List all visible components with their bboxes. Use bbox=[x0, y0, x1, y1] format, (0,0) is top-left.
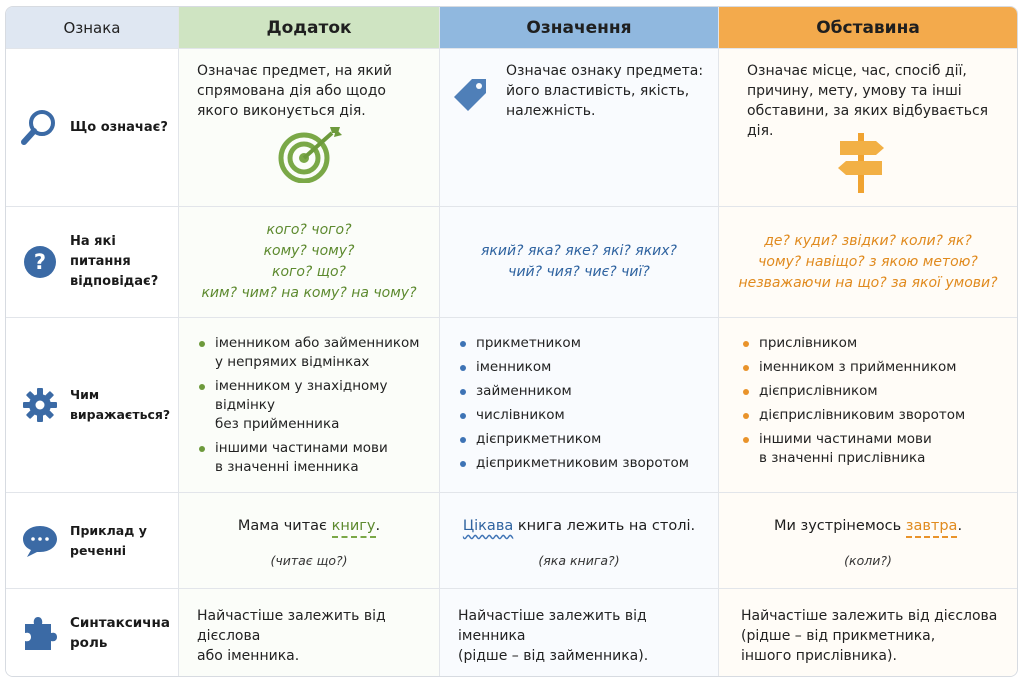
question-line: кого? чого? bbox=[266, 222, 352, 238]
row-role-label bbox=[70, 613, 170, 653]
dodatok-questions bbox=[179, 207, 440, 318]
row-meaning-label: Що означає? bbox=[70, 119, 168, 135]
chat-bubble-icon bbox=[20, 521, 60, 561]
oznachennia-role bbox=[440, 589, 719, 676]
question-line: чий? чия? чиє? чиї? bbox=[508, 264, 650, 280]
comparison-table bbox=[5, 6, 1018, 677]
target-arrow-icon bbox=[278, 125, 344, 187]
sentence-text: . bbox=[375, 518, 381, 534]
example-sentence bbox=[440, 518, 718, 534]
bullet-dot bbox=[460, 365, 466, 371]
oznachennia-example bbox=[440, 493, 719, 589]
list-item-line: іменником або займенником bbox=[215, 335, 420, 351]
list-item-line: в значенні іменника bbox=[215, 459, 359, 475]
dodatok-expressed-list bbox=[197, 334, 431, 482]
row-example-head bbox=[6, 493, 179, 589]
obstavyna-questions bbox=[719, 207, 1017, 318]
dodatok-example bbox=[179, 493, 440, 589]
row-example-label: Приклад у реченні bbox=[70, 522, 147, 558]
obstavyna-example bbox=[719, 493, 1017, 589]
dodatok-expressed bbox=[179, 318, 440, 493]
list-item bbox=[458, 406, 710, 425]
question-circle-icon bbox=[20, 242, 60, 282]
obstavyna-meaning bbox=[719, 49, 1017, 207]
list-item bbox=[741, 382, 1009, 401]
header-oznachennia-label: Означення bbox=[526, 17, 632, 38]
role-line: Найчастіше залежить від дієслова bbox=[741, 608, 998, 624]
list-item bbox=[458, 430, 710, 449]
list-item-line: у непрямих відмінках bbox=[215, 354, 370, 370]
list-item-line: іншими частинами мови bbox=[759, 431, 932, 447]
bullet-dot bbox=[743, 437, 749, 443]
bullet-dot bbox=[743, 341, 749, 347]
list-item bbox=[458, 454, 710, 473]
list-item bbox=[458, 334, 710, 353]
list-item bbox=[741, 334, 1009, 353]
list-item-line: іншими частинами мови bbox=[215, 440, 388, 456]
highlighted-word: Цікава bbox=[462, 518, 514, 534]
header-obstavyna-label: Обставина bbox=[816, 17, 920, 38]
row-questions-head bbox=[6, 207, 179, 318]
list-item-line: без прийменника bbox=[215, 416, 340, 432]
list-item-line: прикметником bbox=[476, 335, 581, 351]
oznachennia-questions bbox=[440, 207, 719, 318]
highlighted-word: книгу bbox=[332, 518, 376, 538]
list-item-line: дієприслівниковим зворотом bbox=[759, 407, 966, 423]
question-line: кого? що? bbox=[271, 264, 346, 280]
bullet-dot bbox=[199, 341, 205, 347]
sentence-text: Мама читає bbox=[237, 518, 332, 534]
example-question: (яка книга?) bbox=[538, 553, 620, 568]
role-line: (рідше – від прикметника, bbox=[741, 628, 936, 644]
bullet-dot bbox=[743, 413, 749, 419]
list-item bbox=[197, 439, 431, 477]
header-dodatok bbox=[179, 7, 440, 49]
oznachennia-expressed-list bbox=[458, 334, 710, 478]
magnifier-icon bbox=[20, 108, 60, 148]
highlighted-word: завтра bbox=[906, 518, 958, 538]
list-item-line: іменником з прийменником bbox=[759, 359, 957, 375]
gear-icon bbox=[20, 385, 60, 425]
bullet-dot bbox=[743, 365, 749, 371]
oznachennia-meaning-text: Означає ознаку предмета: його властивість, якість, належність. bbox=[506, 63, 704, 119]
role-line: іншого прислівника). bbox=[741, 648, 897, 664]
question-line: ким? чим? на кому? на чому? bbox=[201, 285, 417, 301]
list-item bbox=[741, 358, 1009, 377]
list-item bbox=[741, 406, 1009, 425]
question-line: кому? чому? bbox=[263, 243, 355, 259]
example-question: (читає що?) bbox=[270, 553, 348, 568]
role-text bbox=[741, 606, 1007, 666]
list-item-line: в значенні прислівника bbox=[759, 450, 926, 466]
row-questions-label: На які питання відповідає? bbox=[70, 234, 159, 289]
row-expressed-head bbox=[6, 318, 179, 493]
signpost-icon bbox=[836, 131, 886, 197]
dodatok-questions-list bbox=[179, 207, 439, 317]
oznachennia-questions-list bbox=[440, 207, 718, 317]
list-item-line: числівником bbox=[476, 407, 565, 423]
role-line: (рідше – від займенника). bbox=[458, 648, 649, 664]
list-item-line: дієприкметником bbox=[476, 431, 602, 447]
header-feature bbox=[6, 7, 179, 49]
question-line: який? яка? яке? які? яких? bbox=[480, 243, 677, 259]
row-role-label-line: роль bbox=[70, 634, 108, 651]
bullet-dot bbox=[460, 437, 466, 443]
list-item-line: іменником у знахідному відмінку bbox=[215, 378, 388, 413]
sentence-text: Ми зустрінемось bbox=[773, 518, 906, 534]
list-item bbox=[458, 382, 710, 401]
obstavyna-role bbox=[719, 589, 1017, 676]
list-item-line: займенником bbox=[476, 383, 572, 399]
role-text bbox=[458, 606, 708, 666]
row-expressed-label: Чим виражається? bbox=[70, 387, 171, 422]
sentence-text: книга лежить на столі. bbox=[513, 518, 696, 534]
role-line: Найчастіше залежить від дієслова bbox=[197, 608, 386, 644]
list-item bbox=[741, 430, 1009, 468]
obstavyna-meaning-text: Означає місце, час, спосіб дії, причину, мету, умову та інші обставини, за яких відбувається дія. bbox=[747, 63, 989, 139]
role-text bbox=[197, 606, 429, 666]
dodatok-meaning bbox=[179, 49, 440, 207]
bullet-dot bbox=[460, 461, 466, 467]
header-dodatok-label: Додаток bbox=[266, 17, 352, 38]
list-item-line: дієприслівником bbox=[759, 383, 878, 399]
bullet-dot bbox=[460, 389, 466, 395]
dodatok-role bbox=[179, 589, 440, 676]
bullet-dot bbox=[199, 384, 205, 390]
header-oznachennia bbox=[440, 7, 719, 49]
svg-text:?: ? bbox=[33, 250, 47, 274]
list-item bbox=[197, 377, 431, 434]
example-sentence bbox=[719, 518, 1017, 534]
header-obstavyna bbox=[719, 7, 1017, 49]
question-line: незважаючи на що? за якої умови? bbox=[738, 274, 998, 291]
price-tag-icon bbox=[452, 77, 488, 117]
row-meaning-head bbox=[6, 49, 179, 207]
question-line: чому? навіщо? з якою метою? bbox=[758, 253, 978, 270]
question-line: де? куди? звідки? коли? як? bbox=[764, 232, 972, 249]
bullet-dot bbox=[743, 389, 749, 395]
row-role-label-line: Синтаксична bbox=[70, 614, 170, 631]
row-role-head bbox=[6, 589, 179, 676]
obstavyna-expressed-list bbox=[741, 334, 1009, 473]
list-item bbox=[458, 358, 710, 377]
obstavyna-questions-list bbox=[719, 207, 1017, 317]
list-item bbox=[197, 334, 431, 372]
header-feature-label: Ознака bbox=[63, 18, 121, 37]
bullet-dot bbox=[460, 341, 466, 347]
list-item-line: дієприкметниковим зворотом bbox=[476, 455, 689, 471]
puzzle-piece-icon bbox=[20, 613, 60, 653]
bullet-dot bbox=[460, 413, 466, 419]
role-line: Найчастіше залежить від іменника bbox=[458, 608, 647, 644]
obstavyna-expressed bbox=[719, 318, 1017, 493]
bullet-dot bbox=[199, 446, 205, 452]
oznachennia-expressed bbox=[440, 318, 719, 493]
role-line: або іменника. bbox=[197, 648, 300, 664]
oznachennia-meaning bbox=[440, 49, 719, 207]
list-item-line: прислівником bbox=[759, 335, 858, 351]
example-question: (коли?) bbox=[844, 553, 892, 568]
dodatok-meaning-text: Означає предмет, на який спрямована дія або щодо якого виконується дія. bbox=[197, 63, 393, 119]
example-sentence bbox=[179, 518, 439, 534]
sentence-text: . bbox=[957, 518, 963, 534]
list-item-line: іменником bbox=[476, 359, 552, 375]
